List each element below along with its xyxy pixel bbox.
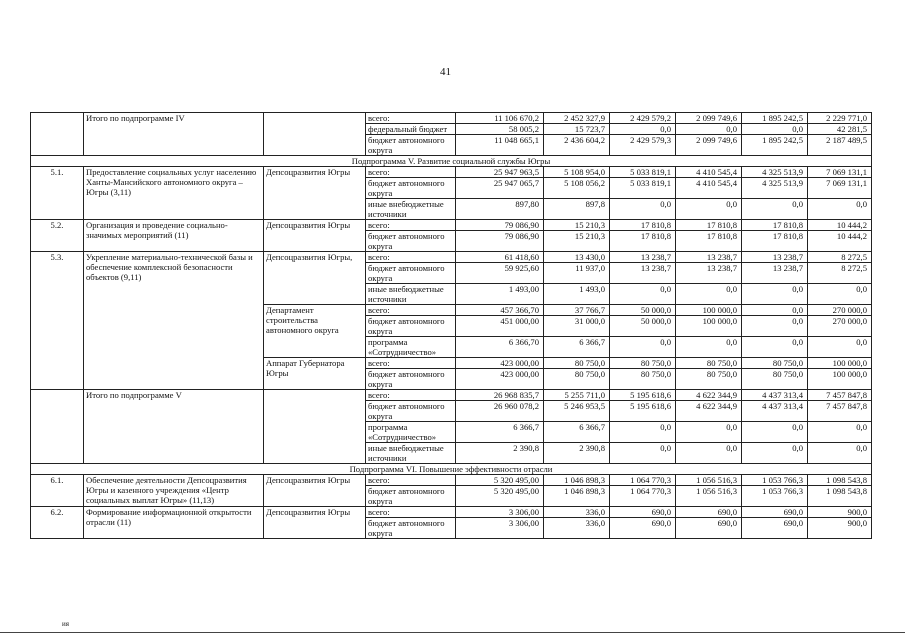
amount-cell: 80 750,0 bbox=[676, 369, 742, 390]
amount-cell: 11 937,0 bbox=[544, 263, 610, 284]
funding-source-cell: бюджет автономного округа bbox=[366, 486, 456, 507]
amount-cell: 7 457 847,8 bbox=[808, 401, 872, 422]
funding-source-cell: бюджет автономного округа bbox=[366, 369, 456, 390]
amount-cell: 5 033 819,1 bbox=[610, 167, 676, 178]
funding-source-cell: бюджет автономного округа bbox=[366, 231, 456, 252]
amount-cell: 0,0 bbox=[742, 422, 808, 443]
amount-cell: 31 000,0 bbox=[544, 316, 610, 337]
amount-cell: 0,0 bbox=[808, 422, 872, 443]
amount-cell: 0,0 bbox=[742, 443, 808, 464]
amount-cell: 0,0 bbox=[742, 124, 808, 135]
executor-cell: Депсоцразвития Югры, bbox=[264, 252, 366, 305]
amount-cell: 897,80 bbox=[456, 199, 544, 220]
amount-cell: 58 005,2 bbox=[456, 124, 544, 135]
funding-source-cell: бюджет автономного округа bbox=[366, 135, 456, 156]
item-number-cell: 6.1. bbox=[31, 475, 84, 507]
amount-cell: 5 195 618,6 bbox=[610, 401, 676, 422]
amount-cell: 13 238,7 bbox=[742, 263, 808, 284]
amount-cell: 0,0 bbox=[808, 443, 872, 464]
amount-cell: 2 436 604,2 bbox=[544, 135, 610, 156]
section-header-row bbox=[31, 464, 872, 475]
amount-cell: 7 457 847,8 bbox=[808, 390, 872, 401]
item-number-cell bbox=[31, 113, 84, 156]
amount-cell: 0,0 bbox=[676, 124, 742, 135]
item-number-cell: 5.1. bbox=[31, 167, 84, 220]
amount-cell: 0,0 bbox=[610, 422, 676, 443]
amount-cell: 423 000,00 bbox=[456, 358, 544, 369]
amount-cell: 4 622 344,9 bbox=[676, 390, 742, 401]
amount-cell: 2 452 327,9 bbox=[544, 113, 610, 124]
funding-source-cell: всего: bbox=[366, 358, 456, 369]
amount-cell: 0,0 bbox=[610, 199, 676, 220]
amount-cell: 0,0 bbox=[676, 284, 742, 305]
executor-cell bbox=[264, 390, 366, 464]
amount-cell: 2 099 749,6 bbox=[676, 135, 742, 156]
amount-cell: 690,0 bbox=[610, 518, 676, 539]
amount-cell: 0,0 bbox=[808, 284, 872, 305]
amount-cell: 2 390,8 bbox=[544, 443, 610, 464]
table-row bbox=[31, 252, 872, 263]
amount-cell: 50 000,0 bbox=[610, 316, 676, 337]
amount-cell: 80 750,0 bbox=[544, 358, 610, 369]
amount-cell: 6 366,7 bbox=[544, 422, 610, 443]
budget-table bbox=[30, 112, 872, 539]
amount-cell: 0,0 bbox=[808, 337, 872, 358]
amount-cell: 7 069 131,1 bbox=[808, 178, 872, 199]
amount-cell: 4 325 513,9 bbox=[742, 167, 808, 178]
amount-cell: 17 810,8 bbox=[676, 220, 742, 231]
amount-cell: 80 750,0 bbox=[610, 369, 676, 390]
amount-cell: 2 429 579,2 bbox=[610, 113, 676, 124]
amount-cell: 79 086,90 bbox=[456, 220, 544, 231]
amount-cell: 423 000,00 bbox=[456, 369, 544, 390]
amount-cell: 5 255 711,0 bbox=[544, 390, 610, 401]
amount-cell: 13 238,7 bbox=[610, 263, 676, 284]
amount-cell: 0,0 bbox=[808, 199, 872, 220]
amount-cell: 1 098 543,8 bbox=[808, 475, 872, 486]
amount-cell: 13 238,7 bbox=[676, 252, 742, 263]
funding-source-cell: всего: bbox=[366, 390, 456, 401]
amount-cell: 1 895 242,5 bbox=[742, 113, 808, 124]
item-name-cell: Предоставление социальных услуг населению Ханты-Мансийского автономного округа – Югры (3,11) bbox=[84, 167, 264, 220]
amount-cell: 4 437 313,4 bbox=[742, 401, 808, 422]
amount-cell: 0,0 bbox=[742, 284, 808, 305]
amount-cell: 42 281,5 bbox=[808, 124, 872, 135]
footer-mark: ия bbox=[62, 620, 69, 628]
amount-cell: 5 195 618,6 bbox=[610, 390, 676, 401]
table-row bbox=[31, 113, 872, 124]
amount-cell: 0,0 bbox=[742, 316, 808, 337]
amount-cell: 2 229 771,0 bbox=[808, 113, 872, 124]
funding-source-cell: всего: bbox=[366, 507, 456, 518]
item-number-cell: 6.2. bbox=[31, 507, 84, 539]
amount-cell: 26 968 835,7 bbox=[456, 390, 544, 401]
table-row bbox=[31, 475, 872, 486]
funding-source-cell: бюджет автономного округа bbox=[366, 316, 456, 337]
funding-source-cell: всего: bbox=[366, 252, 456, 263]
amount-cell: 17 810,8 bbox=[610, 220, 676, 231]
amount-cell: 7 069 131,1 bbox=[808, 167, 872, 178]
amount-cell: 10 444,2 bbox=[808, 220, 872, 231]
section-header-row bbox=[31, 156, 872, 167]
amount-cell: 5 108 056,2 bbox=[544, 178, 610, 199]
amount-cell: 0,0 bbox=[742, 337, 808, 358]
amount-cell: 11 106 670,2 bbox=[456, 113, 544, 124]
funding-source-cell: программа «Сотрудничество» bbox=[366, 422, 456, 443]
funding-source-cell: всего: bbox=[366, 475, 456, 486]
amount-cell: 0,0 bbox=[610, 337, 676, 358]
amount-cell: 0,0 bbox=[610, 443, 676, 464]
amount-cell: 457 366,70 bbox=[456, 305, 544, 316]
amount-cell: 25 947 963,5 bbox=[456, 167, 544, 178]
amount-cell: 100 000,0 bbox=[676, 316, 742, 337]
funding-source-cell: программа «Сотрудничество» bbox=[366, 337, 456, 358]
amount-cell: 59 925,60 bbox=[456, 263, 544, 284]
amount-cell: 1 053 766,3 bbox=[742, 475, 808, 486]
amount-cell: 13 238,7 bbox=[610, 252, 676, 263]
amount-cell: 5 033 819,1 bbox=[610, 178, 676, 199]
amount-cell: 690,0 bbox=[742, 507, 808, 518]
amount-cell: 2 429 579,3 bbox=[610, 135, 676, 156]
amount-cell: 6 366,70 bbox=[456, 337, 544, 358]
funding-source-cell: бюджет автономного округа bbox=[366, 263, 456, 284]
funding-source-cell: иные внебюджетные источники bbox=[366, 199, 456, 220]
item-name-cell: Итого по подпрограмме IV bbox=[84, 113, 264, 156]
amount-cell: 1 046 898,3 bbox=[544, 475, 610, 486]
funding-source-cell: всего: bbox=[366, 113, 456, 124]
amount-cell: 13 430,0 bbox=[544, 252, 610, 263]
amount-cell: 17 810,8 bbox=[742, 220, 808, 231]
amount-cell: 17 810,8 bbox=[676, 231, 742, 252]
amount-cell: 6 366,7 bbox=[456, 422, 544, 443]
amount-cell: 2 187 489,5 bbox=[808, 135, 872, 156]
item-number-cell bbox=[31, 390, 84, 464]
funding-source-cell: всего: bbox=[366, 305, 456, 316]
amount-cell: 4 437 313,4 bbox=[742, 390, 808, 401]
funding-source-cell: бюджет автономного округа bbox=[366, 401, 456, 422]
item-name-cell: Укрепление материально-технической базы и обеспечение комплексной безопасности объектов (9,11) bbox=[84, 252, 264, 390]
amount-cell: 10 444,2 bbox=[808, 231, 872, 252]
funding-source-cell: всего: bbox=[366, 167, 456, 178]
amount-cell: 0,0 bbox=[742, 199, 808, 220]
funding-source-cell: иные внебюджетные источники bbox=[366, 284, 456, 305]
amount-cell: 15 210,3 bbox=[544, 220, 610, 231]
amount-cell: 80 750,0 bbox=[742, 369, 808, 390]
amount-cell: 0,0 bbox=[676, 443, 742, 464]
amount-cell: 1 053 766,3 bbox=[742, 486, 808, 507]
amount-cell: 1 098 543,8 bbox=[808, 486, 872, 507]
table-row bbox=[31, 390, 872, 401]
amount-cell: 1 056 516,3 bbox=[676, 475, 742, 486]
amount-cell: 25 947 065,7 bbox=[456, 178, 544, 199]
amount-cell: 1 056 516,3 bbox=[676, 486, 742, 507]
amount-cell: 1 064 770,3 bbox=[610, 475, 676, 486]
funding-source-cell: бюджет автономного округа bbox=[366, 178, 456, 199]
amount-cell: 336,0 bbox=[544, 507, 610, 518]
amount-cell: 15 723,7 bbox=[544, 124, 610, 135]
item-name-cell: Итого по подпрограмме V bbox=[84, 390, 264, 464]
item-name-cell: Организация и проведение социально-значимых мероприятий (11) bbox=[84, 220, 264, 252]
item-number-cell: 5.2. bbox=[31, 220, 84, 252]
amount-cell: 5 320 495,00 bbox=[456, 486, 544, 507]
page-number: 41 bbox=[440, 66, 451, 78]
item-number-cell: 5.3. bbox=[31, 252, 84, 390]
amount-cell: 0,0 bbox=[676, 199, 742, 220]
amount-cell: 5 246 953,5 bbox=[544, 401, 610, 422]
amount-cell: 3 306,00 bbox=[456, 518, 544, 539]
amount-cell: 8 272,5 bbox=[808, 252, 872, 263]
executor-cell: Депсоцразвития Югры bbox=[264, 167, 366, 220]
amount-cell: 4 410 545,4 bbox=[676, 178, 742, 199]
amount-cell: 80 750,0 bbox=[742, 358, 808, 369]
amount-cell: 80 750,0 bbox=[544, 369, 610, 390]
amount-cell: 4 410 545,4 bbox=[676, 167, 742, 178]
amount-cell: 1 064 770,3 bbox=[610, 486, 676, 507]
amount-cell: 270 000,0 bbox=[808, 316, 872, 337]
funding-source-cell: бюджет автономного округа bbox=[366, 518, 456, 539]
section-title: Подпрограмма VI. Повышение эффективности отрасли bbox=[31, 464, 872, 475]
amount-cell: 50 000,0 bbox=[610, 305, 676, 316]
amount-cell: 100 000,0 bbox=[808, 369, 872, 390]
funding-source-cell: федеральный бюджет bbox=[366, 124, 456, 135]
amount-cell: 13 238,7 bbox=[676, 263, 742, 284]
executor-cell bbox=[264, 113, 366, 156]
amount-cell: 6 366,7 bbox=[544, 337, 610, 358]
amount-cell: 690,0 bbox=[610, 507, 676, 518]
amount-cell: 1 493,0 bbox=[544, 284, 610, 305]
executor-cell: Депсоцразвития Югры bbox=[264, 475, 366, 507]
amount-cell: 11 048 665,1 bbox=[456, 135, 544, 156]
amount-cell: 26 960 078,2 bbox=[456, 401, 544, 422]
amount-cell: 4 622 344,9 bbox=[676, 401, 742, 422]
amount-cell: 897,8 bbox=[544, 199, 610, 220]
amount-cell: 1 895 242,5 bbox=[742, 135, 808, 156]
section-title: Подпрограмма V. Развитие социальной службы Югры bbox=[31, 156, 872, 167]
table-row bbox=[31, 167, 872, 178]
amount-cell: 4 325 513,9 bbox=[742, 178, 808, 199]
amount-cell: 8 272,5 bbox=[808, 263, 872, 284]
amount-cell: 451 000,00 bbox=[456, 316, 544, 337]
amount-cell: 79 086,90 bbox=[456, 231, 544, 252]
table-row bbox=[31, 220, 872, 231]
amount-cell: 80 750,0 bbox=[676, 358, 742, 369]
amount-cell: 100 000,0 bbox=[676, 305, 742, 316]
amount-cell: 3 306,00 bbox=[456, 507, 544, 518]
amount-cell: 0,0 bbox=[610, 124, 676, 135]
amount-cell: 0,0 bbox=[676, 337, 742, 358]
executor-cell: Депсоцразвития Югры bbox=[264, 220, 366, 252]
amount-cell: 900,0 bbox=[808, 518, 872, 539]
amount-cell: 0,0 bbox=[742, 305, 808, 316]
amount-cell: 37 766,7 bbox=[544, 305, 610, 316]
amount-cell: 690,0 bbox=[742, 518, 808, 539]
executor-cell: Департамент строительства автономного округа bbox=[264, 305, 366, 358]
amount-cell: 690,0 bbox=[676, 507, 742, 518]
funding-source-cell: всего: bbox=[366, 220, 456, 231]
bottom-rule bbox=[0, 632, 905, 633]
amount-cell: 2 099 749,6 bbox=[676, 113, 742, 124]
executor-cell: Депсоцразвития Югры bbox=[264, 507, 366, 539]
executor-cell: Аппарат Губернатора Югры bbox=[264, 358, 366, 390]
amount-cell: 0,0 bbox=[676, 422, 742, 443]
amount-cell: 61 418,60 bbox=[456, 252, 544, 263]
amount-cell: 15 210,3 bbox=[544, 231, 610, 252]
funding-source-cell: иные внебюджетные источники bbox=[366, 443, 456, 464]
amount-cell: 900,0 bbox=[808, 507, 872, 518]
amount-cell: 1 493,00 bbox=[456, 284, 544, 305]
amount-cell: 1 046 898,3 bbox=[544, 486, 610, 507]
amount-cell: 5 108 954,0 bbox=[544, 167, 610, 178]
amount-cell: 336,0 bbox=[544, 518, 610, 539]
item-name-cell: Обеспечение деятельности Депсоцразвития Югры и казенного учреждения «Центр социальных выплат Югры» (11,13) bbox=[84, 475, 264, 507]
amount-cell: 2 390,8 bbox=[456, 443, 544, 464]
amount-cell: 17 810,8 bbox=[610, 231, 676, 252]
amount-cell: 13 238,7 bbox=[742, 252, 808, 263]
amount-cell: 5 320 495,00 bbox=[456, 475, 544, 486]
item-name-cell: Формирование информационной открытости отрасли (11) bbox=[84, 507, 264, 539]
amount-cell: 0,0 bbox=[610, 284, 676, 305]
amount-cell: 17 810,8 bbox=[742, 231, 808, 252]
amount-cell: 270 000,0 bbox=[808, 305, 872, 316]
table-row bbox=[31, 507, 872, 518]
amount-cell: 80 750,0 bbox=[610, 358, 676, 369]
amount-cell: 100 000,0 bbox=[808, 358, 872, 369]
amount-cell: 690,0 bbox=[676, 518, 742, 539]
